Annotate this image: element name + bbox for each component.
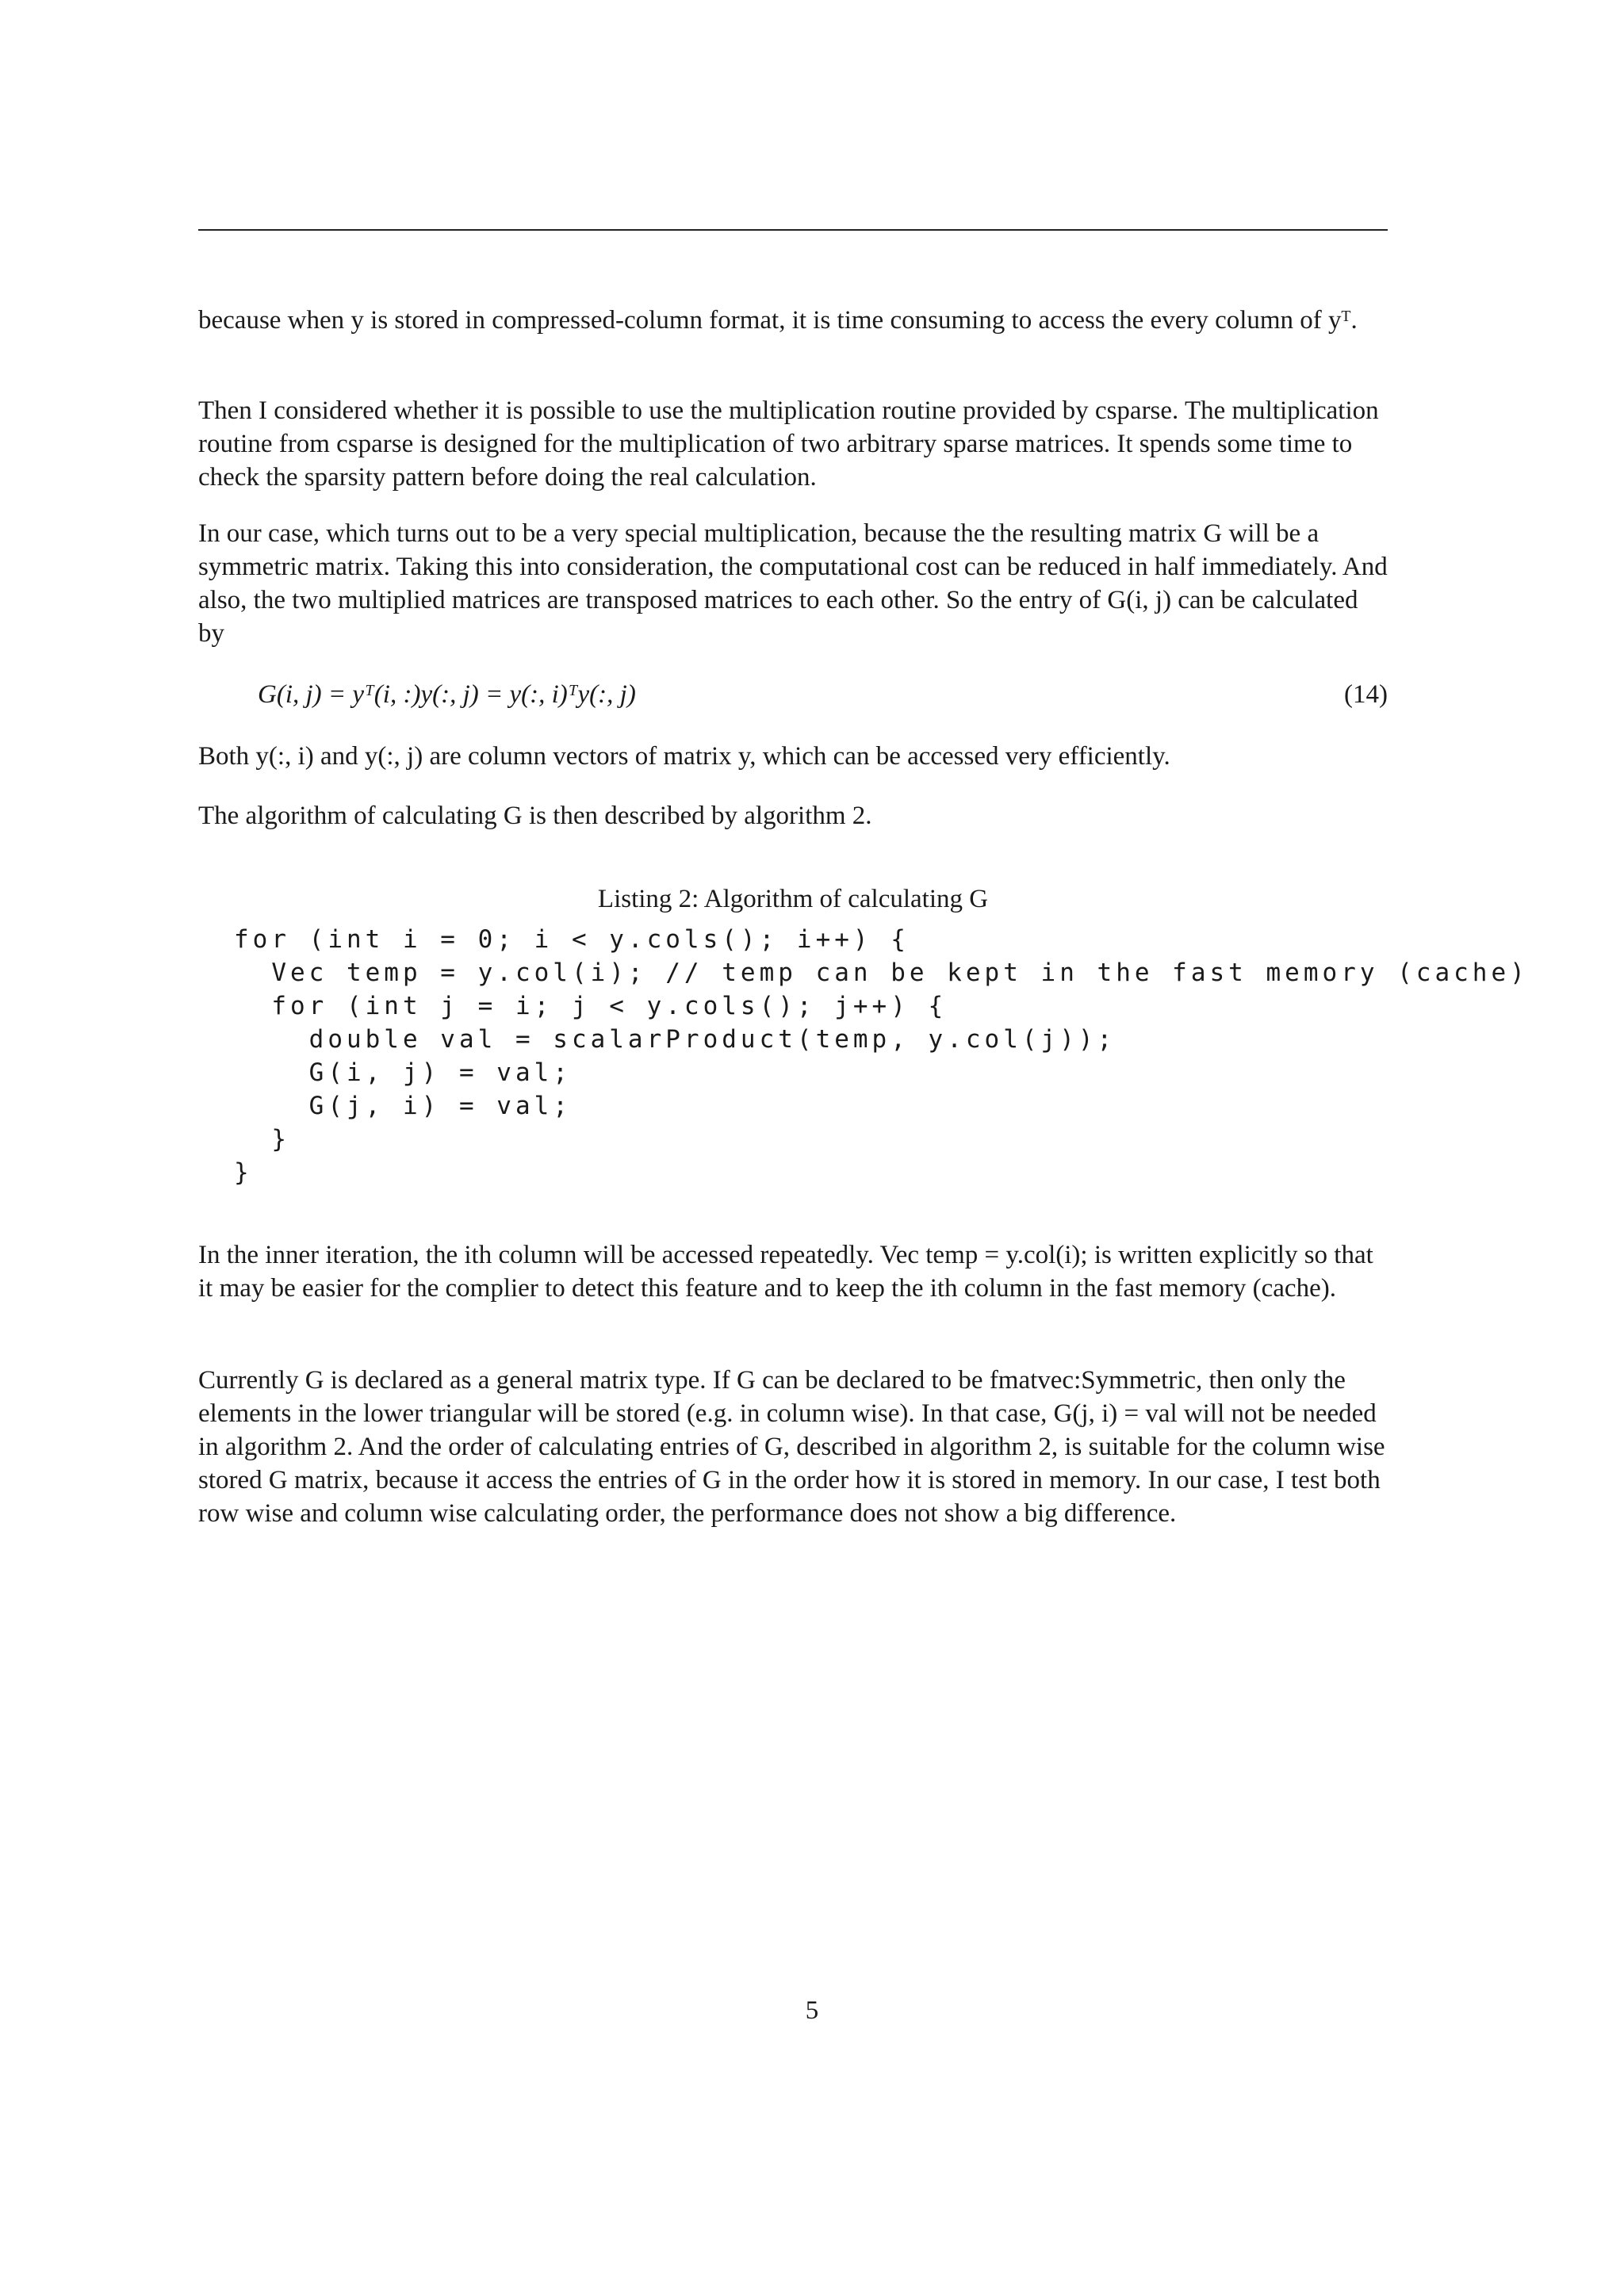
code-line: } <box>234 1158 253 1187</box>
paragraph-4-text: Both y(:, i) and y(:, j) are column vectors of matrix y, which can be accessed very efficiently. <box>198 742 1170 771</box>
paragraph-3-text: In our case, which turns out to be a very special multiplication, because the the resulting matrix G will be a symmetric matrix. Taking this into consideration, the computational cost can be reduced in half immediately. And also, the two multiplied matrices are transposed matrices to each other. So the entry of G(i, j) can be calculated by <box>198 519 1388 648</box>
code-line: G(j, i) = val; <box>234 1092 572 1120</box>
equation-14 <box>198 678 1388 711</box>
paragraph-6-text: In the inner iteration, the ith column will be accessed repeatedly. Vec temp = y.col(i); is written explicitly so that it may be easier for the complier to detect this feature and to keep the ith column in the fast memory (cache). <box>198 1241 1373 1303</box>
paragraph-6 <box>198 1238 1388 1305</box>
paragraph-7 <box>198 1364 1388 1530</box>
code-listing <box>234 923 1529 1189</box>
paragraph-5 <box>198 799 1388 832</box>
paragraph-3 <box>198 517 1388 650</box>
paragraph-1 <box>198 304 1388 337</box>
equation-number: (14) <box>1344 680 1388 709</box>
code-line: for (int i = 0; i < y.cols(); i++) { <box>234 925 910 954</box>
equation-body: G(i, j) = yᵀ(i, :)y(:, j) = y(:, i)ᵀy(:, j) <box>258 680 636 709</box>
code-line: Vec temp = y.col(i); // temp can be kept in the fast memory (cache) <box>234 959 1529 987</box>
paragraph-1-text: because when y is stored in compressed-column format, it is time consuming to access the every column of yᵀ. <box>198 306 1358 335</box>
code-line: double val = scalarProduct(temp, y.col(j)); <box>234 1025 1116 1054</box>
paragraph-5-text: The algorithm of calculating G is then described by algorithm 2. <box>198 802 872 830</box>
paragraph-4 <box>198 740 1388 773</box>
code-line: } <box>234 1125 290 1154</box>
paragraph-7-text: Currently G is declared as a general matrix type. If G can be declared to be fmatvec:Symmetric, then only the elements in the lower triangular will be stored (e.g. in column wise). In that case, G(j, i) = val will not be needed in algorithm 2. And the order of calculating entries of G, described in algorithm 2, is suitable for the column wise stored G matrix, because it access the entries of G in the order how it is stored in memory. In our case, I test both row wise and column wise calculating order, the performance does not show a big difference. <box>198 1366 1385 1528</box>
code-line: for (int j = i; j < y.cols(); j++) { <box>234 992 948 1020</box>
code-line: G(i, j) = val; <box>234 1058 572 1087</box>
paragraph-2 <box>198 394 1388 494</box>
listing-caption: Listing 2: Algorithm of calculating G <box>597 885 989 913</box>
page-number: 5 <box>805 1996 819 2025</box>
header-rule <box>198 229 1388 231</box>
paragraph-2-text: Then I considered whether it is possible to use the multiplication routine provided by csparse. The multiplication routine from csparse is designed for the multiplication of two arbitrary sparse matrices. It spends some time to check the sparsity pattern before doing the real calculation. <box>198 396 1379 492</box>
